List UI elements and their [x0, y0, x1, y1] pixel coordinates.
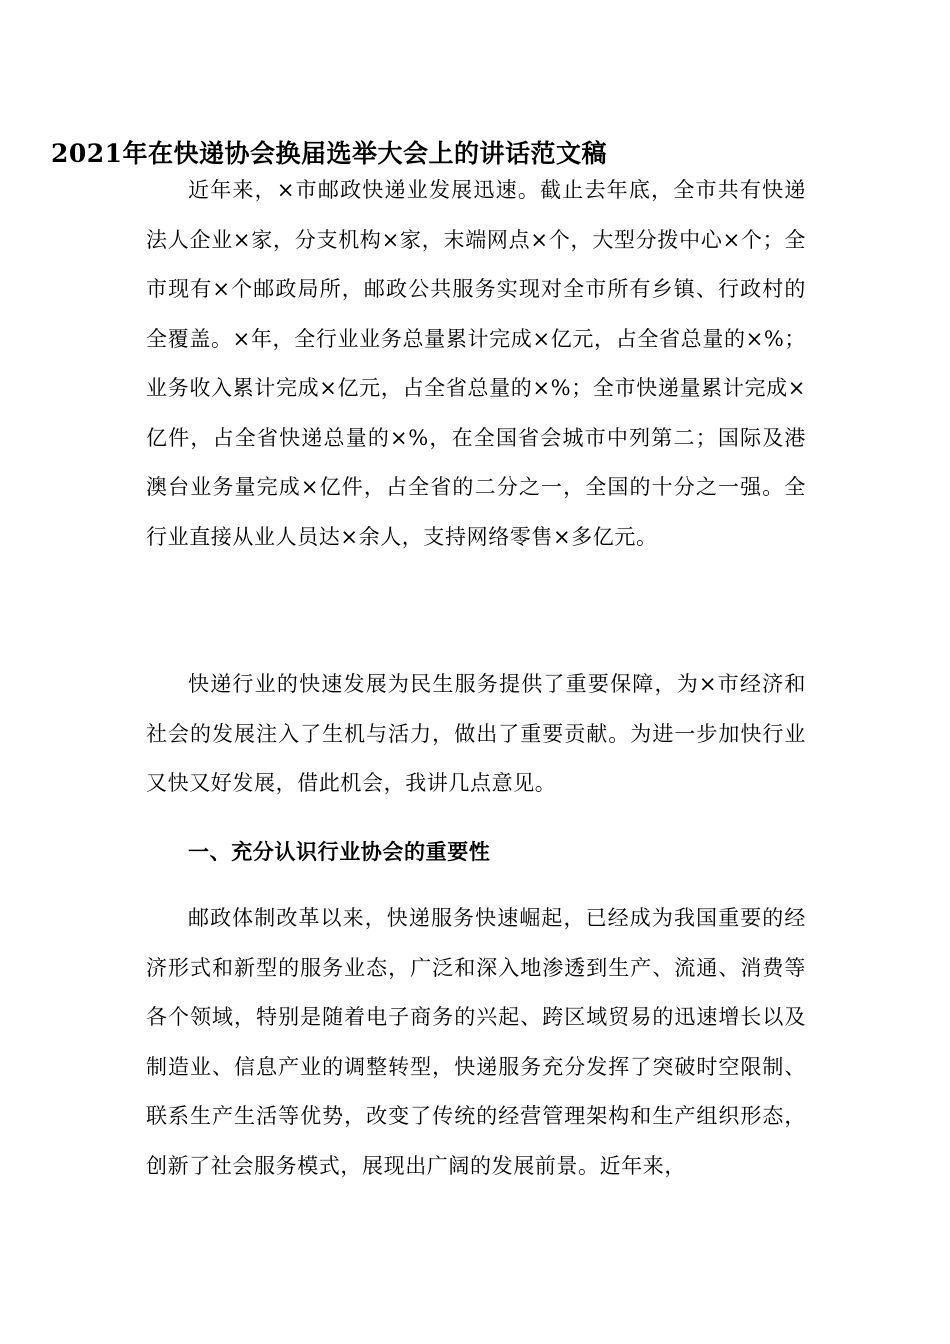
paragraph-section-body: 邮政体制改革以来，快递服务快速崛起，已经成为我国重要的经济形式和新型的服务业态，广泛和深入地渗透到生产、流通、消费等各个领域，特别是随着电子商务的兴起、跨区域贸易的迅速增长以及制造业、信息产业的调整转型，快递服务充分发挥了突破时空限制、联系生产生活等优势，改变了传统的经营管理架构和生产组织形态，创新了社会服务模式，展现出广阔的发展前景。近年来， [146, 906, 806, 1178]
paragraph-development-contribution: 快递行业的快速发展为民生服务提供了重要保障，为×市经济和社会的发展注入了生机与活力，做出了重要贡献。为进一步加快行业又快又好发展，借此机会，我讲几点意见。 [146, 672, 806, 795]
paragraph-industry-overview: 近年来，×市邮政快递业发展迅速。截止去年底，全市共有快递法人企业×家，分支机构×家，末端网点×个，大型分拨中心×个；全市现有×个邮政局所，邮政公共服务实现对全市所有乡镇、行政村的全覆盖。×年，全行业业务总量累计完成×亿元，占全省总量的×%；业务收入累计完成×亿元，占全省总量的×%；全市快递量累计完成×亿件，占全省快递总量的×%，在全国省会城市中列第二；国际及港澳台业务量完成×亿件，占全省的二分之一，全国的十分之一强。全行业直接从业人员达×余人，支持网络零售×多亿元。 [146, 178, 806, 549]
section-heading: 一、充分认识行业协会的重要性 [188, 839, 491, 864]
document-title: 2021年在快递协会换届选举大会上的讲话范文稿 [50, 139, 608, 168]
